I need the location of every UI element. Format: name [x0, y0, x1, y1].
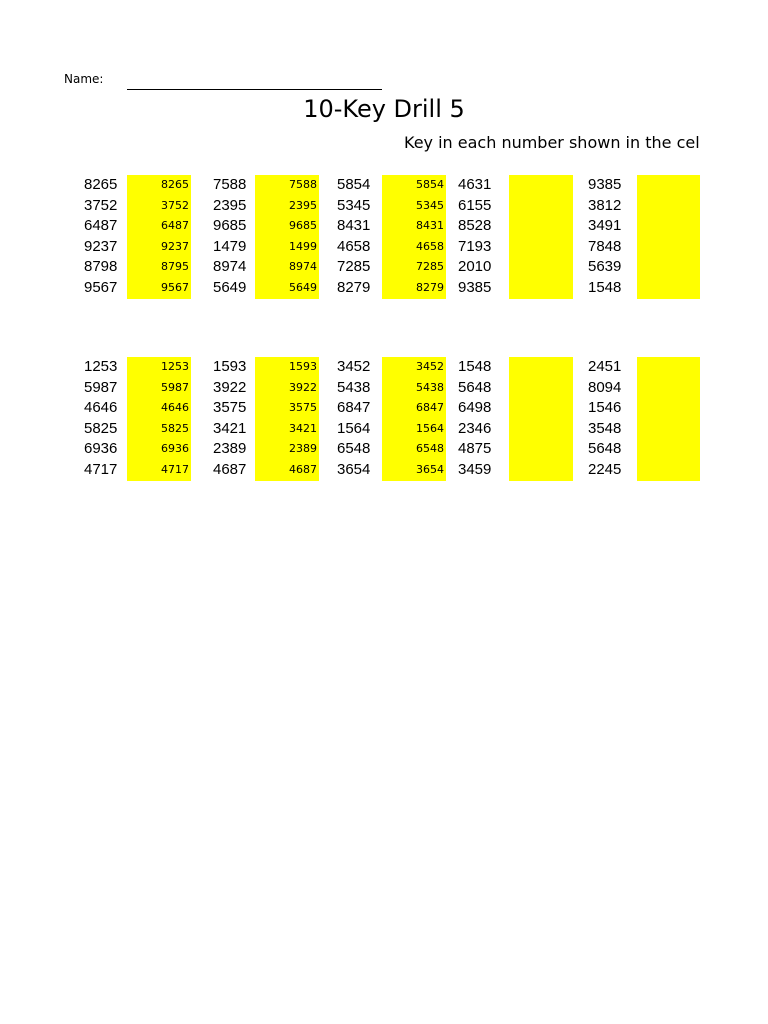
answer-cell[interactable]: 2395 — [289, 198, 317, 212]
given-number: 3491 — [588, 217, 622, 234]
answer-cell[interactable]: 3922 — [289, 380, 317, 394]
given-number: 9385 — [458, 278, 492, 296]
given-number: 2346 — [458, 419, 492, 437]
answer-cell[interactable]: 5649 — [289, 280, 317, 294]
given-number: 4687 — [213, 460, 247, 478]
given-number: 7848 — [588, 237, 622, 255]
given-number: 2389 — [213, 440, 247, 457]
answer-cell[interactable]: 5987 — [161, 380, 189, 394]
given-number: 4646 — [84, 399, 118, 416]
given-number: 8279 — [337, 278, 371, 296]
given-number: 9685 — [213, 217, 247, 234]
answer-column — [382, 175, 446, 299]
given-number: 5987 — [84, 378, 118, 396]
answer-cell[interactable]: 7588 — [289, 178, 317, 191]
given-number: 2245 — [588, 460, 622, 478]
given-number: 3575 — [213, 399, 247, 416]
given-number: 3922 — [213, 378, 247, 396]
given-number: 8798 — [84, 258, 118, 275]
answer-cell[interactable]: 1593 — [289, 360, 317, 373]
given-number: 3421 — [213, 419, 247, 437]
answer-cell[interactable]: 6847 — [416, 401, 444, 414]
answer-cell[interactable]: 6487 — [161, 219, 189, 232]
answer-column — [382, 357, 446, 481]
given-number: 1593 — [213, 358, 247, 375]
given-number: 7193 — [458, 237, 492, 255]
answer-cell[interactable]: 3421 — [289, 421, 317, 435]
answer-cell[interactable]: 5345 — [416, 198, 444, 212]
name-label: Name: — [64, 72, 104, 86]
given-number: 2010 — [458, 258, 492, 275]
answer-cell[interactable]: 8279 — [416, 280, 444, 294]
name-underline — [127, 89, 382, 90]
answer-cell[interactable]: 3654 — [416, 462, 444, 476]
given-number: 9385 — [588, 176, 622, 193]
given-number: 6498 — [458, 399, 492, 416]
given-number: 3452 — [337, 358, 371, 375]
answer-cell[interactable]: 4717 — [161, 462, 189, 476]
answer-cell[interactable]: 4687 — [289, 462, 317, 476]
answer-cell[interactable]: 9685 — [289, 219, 317, 232]
answer-cell[interactable]: 4646 — [161, 401, 189, 414]
given-number: 6548 — [337, 440, 371, 457]
answer-cell[interactable]: 3575 — [289, 401, 317, 414]
given-number: 3752 — [84, 196, 118, 214]
answer-cell[interactable]: 7285 — [416, 260, 444, 273]
answer-column — [127, 357, 191, 481]
answer-cell[interactable]: 8795 — [161, 260, 189, 273]
given-number: 6487 — [84, 217, 118, 234]
answer-cell[interactable]: 1499 — [289, 239, 317, 253]
given-number: 5438 — [337, 378, 371, 396]
given-number: 2395 — [213, 196, 247, 214]
answer-cell[interactable]: 8431 — [416, 219, 444, 232]
answer-cell[interactable]: 8265 — [161, 178, 189, 191]
answer-cell[interactable]: 9237 — [161, 239, 189, 253]
answer-cell[interactable]: 5854 — [416, 178, 444, 191]
answer-column — [509, 175, 573, 299]
given-number: 1548 — [588, 278, 622, 296]
given-number: 4875 — [458, 440, 492, 457]
answer-column — [637, 357, 700, 481]
given-number: 3548 — [588, 419, 622, 437]
given-number: 7285 — [337, 258, 371, 275]
answer-column — [255, 357, 319, 481]
given-number: 5854 — [337, 176, 371, 193]
given-number: 7588 — [213, 176, 247, 193]
drill-block-1 — [0, 175, 768, 299]
given-number: 5825 — [84, 419, 118, 437]
given-number: 3654 — [337, 460, 371, 478]
given-number: 1253 — [84, 358, 118, 375]
page-title: 10-Key Drill 5 — [303, 95, 465, 123]
instructions-text: Key in each number shown in the cel — [404, 133, 700, 152]
answer-column — [637, 175, 700, 299]
given-number: 1564 — [337, 419, 371, 437]
given-number: 4631 — [458, 176, 492, 193]
answer-cell[interactable]: 3752 — [161, 198, 189, 212]
answer-cell[interactable]: 9567 — [161, 280, 189, 294]
answer-cell[interactable]: 1564 — [416, 421, 444, 435]
given-number: 8974 — [213, 258, 247, 275]
given-number: 9237 — [84, 237, 118, 255]
given-number: 4658 — [337, 237, 371, 255]
given-number: 6847 — [337, 399, 371, 416]
given-number: 6936 — [84, 440, 118, 457]
given-number: 4717 — [84, 460, 118, 478]
answer-cell[interactable]: 6936 — [161, 442, 189, 455]
given-number: 3812 — [588, 196, 622, 214]
answer-cell[interactable]: 2389 — [289, 442, 317, 455]
given-number: 5345 — [337, 196, 371, 214]
given-number: 8528 — [458, 217, 492, 234]
answer-cell[interactable]: 4658 — [416, 239, 444, 253]
given-number: 9567 — [84, 278, 118, 296]
answer-column — [255, 175, 319, 299]
given-number: 8265 — [84, 176, 118, 193]
given-number: 6155 — [458, 196, 492, 214]
given-number: 1479 — [213, 237, 247, 255]
given-number: 8431 — [337, 217, 371, 234]
given-number: 2451 — [588, 358, 622, 375]
answer-cell[interactable]: 6548 — [416, 442, 444, 455]
answer-cell[interactable]: 3452 — [416, 360, 444, 373]
answer-cell[interactable]: 5825 — [161, 421, 189, 435]
given-number: 5649 — [213, 278, 247, 296]
given-number: 5639 — [588, 258, 622, 275]
answer-cell[interactable]: 5438 — [416, 380, 444, 394]
given-number: 5648 — [588, 440, 622, 457]
given-number: 8094 — [588, 378, 622, 396]
given-number: 1546 — [588, 399, 622, 416]
answer-cell[interactable]: 1253 — [161, 360, 189, 373]
given-number: 1548 — [458, 358, 492, 375]
given-number: 3459 — [458, 460, 492, 478]
answer-cell[interactable]: 8974 — [289, 260, 317, 273]
answer-column — [509, 357, 573, 481]
drill-block-2 — [0, 357, 768, 481]
answer-column — [127, 175, 191, 299]
given-number: 5648 — [458, 378, 492, 396]
